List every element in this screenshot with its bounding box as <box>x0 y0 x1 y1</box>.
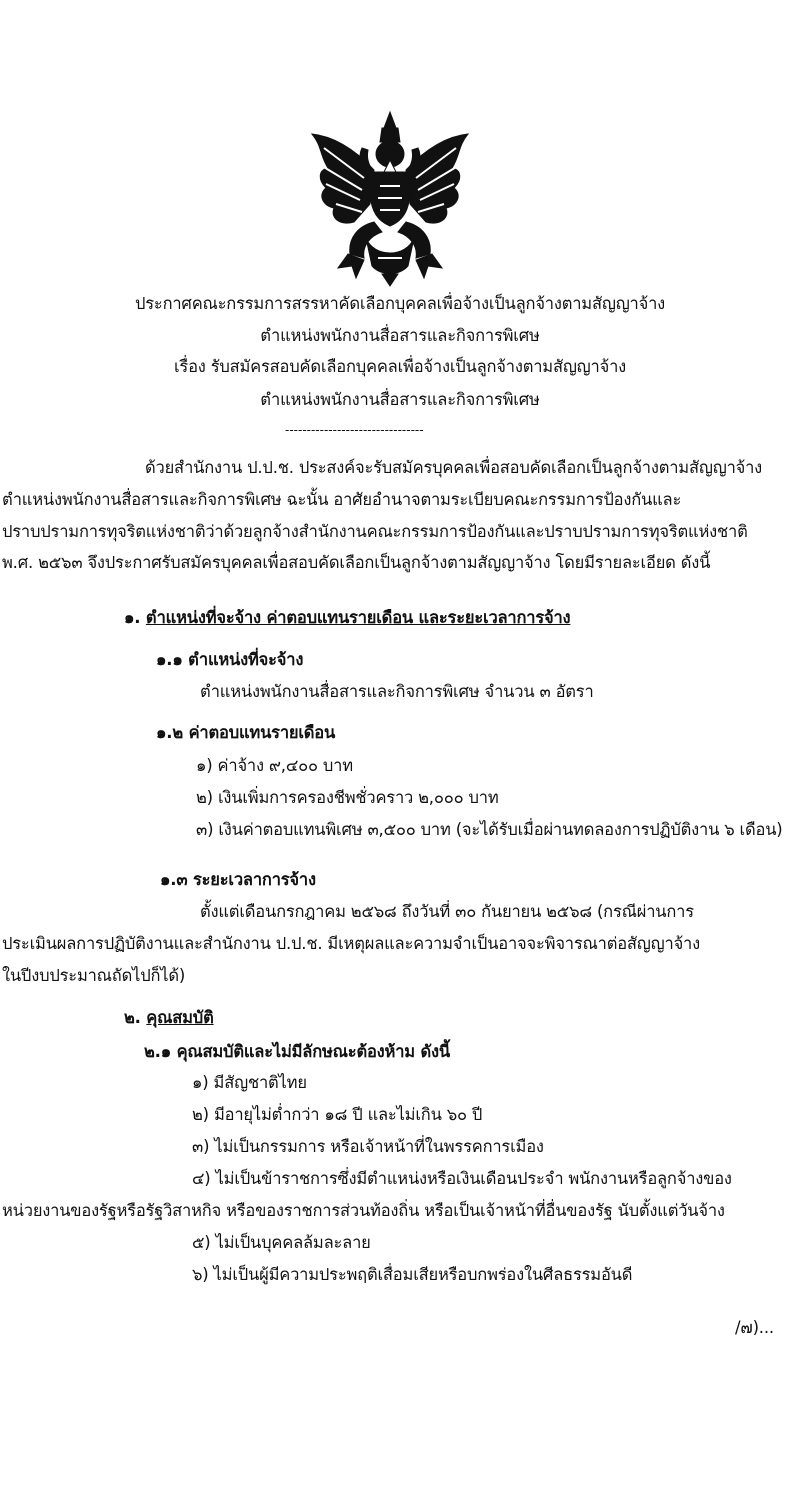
section-2-heading <box>124 1006 214 1030</box>
section-1-2-title: ๑.๒ ค่าตอบแทนรายเดือน <box>156 723 336 742</box>
section-1-title: ตำแหน่งที่จะจ้าง ค่าตอบแทนรายเดือน และระยะเวลาการจ้าง <box>145 608 571 627</box>
salary-item-3: ๓) เงินค่าตอบแทนพิเศษ ๓,๕๐๐ บาท (จะได้รับเมื่อผ่านทดลองการปฏิบัติงาน ๖ เดือน) <box>196 820 783 839</box>
title-separator: -------------------------------- <box>285 423 424 437</box>
salary-item-2: ๒) เงินเพิ่มการครองชีพชั่วคราว ๒,๐๐๐ บาท <box>196 788 499 807</box>
qualification-item-6: ๖) ไม่เป็นผู้มีความประพฤติเสื่อมเสียหรือบกพร่องในศีลธรรมอันดี <box>192 1265 633 1284</box>
qualification-item-1: ๑) มีสัญชาติไทย <box>192 1073 307 1092</box>
announcement-subject-line-2: ตำแหน่งพนักงานสื่อสารและกิจการพิเศษ <box>260 390 540 409</box>
announcement-title-line-1: ประกาศคณะกรรมการสรรหาคัดเลือกบุคคลเพื่อจ้างเป็นลูกจ้างตามสัญญาจ้าง <box>134 294 666 313</box>
intro-line-4: พ.ศ. ๒๕๖๓ จึงประกาศรับสมัครบุคคลเพื่อสอบคัดเลือกเป็นลูกจ้างตามสัญญาจ้าง โดยมีรายละเอียด ดังนี้ <box>2 553 711 572</box>
employment-period-line-2: ประเมินผลการปฏิบัติงานและสำนักงาน ป.ป.ช. มีเหตุผลและความจำเป็นอาจจะพิจารณาต่อสัญญาจ้าง <box>2 934 700 953</box>
announcement-subject-line-1: เรื่อง รับสมัครสอบคัดเลือกบุคคลเพื่อจ้างเป็นลูกจ้างตามสัญญาจ้าง <box>173 357 626 376</box>
section-1-heading <box>124 606 570 630</box>
employment-period-line-1: ตั้งแต่เดือนกรกฎาคม ๒๕๖๘ ถึงวันที่ ๓๐ กันยายน ๒๕๖๘ (กรณีผ่านการ <box>200 902 694 921</box>
intro-line-2: ตำแหน่งพนักงานสื่อสารและกิจการพิเศษ ฉะนั้น อาศัยอำนาจตามระเบียบคณะกรรมการป้องกันและ <box>2 490 682 509</box>
qualification-item-5: ๕) ไม่เป็นบุคคลล้มละลาย <box>192 1233 371 1252</box>
intro-line-1: ด้วยสำนักงาน ป.ป.ช. ประสงค์จะรับสมัครบุคคลเพื่อสอบคัดเลือกเป็นลูกจ้างตามสัญญาจ้าง <box>145 458 763 477</box>
qualification-item-4-line-2: หน่วยงานของรัฐหรือรัฐวิสาหกิจ หรือของราชการส่วนท้องถิ่น หรือเป็นเจ้าหน้าที่อื่นของรัฐ นับตั้งแต่วันจ้าง <box>2 1201 725 1220</box>
section-1-1-title: ๑.๑ ตำแหน่งที่จะจ้าง <box>156 650 304 669</box>
qualification-item-4-line-1: ๔) ไม่เป็นข้าราชการซึ่งมีตำแหน่งหรือเงินเดือนประจำ พนักงานหรือลูกจ้างของ <box>192 1169 732 1188</box>
section-1-1-body: ตำแหน่งพนักงานสื่อสารและกิจการพิเศษ จำนวน ๓ อัตรา <box>200 682 594 701</box>
qualification-item-3: ๓) ไม่เป็นกรรมการ หรือเจ้าหน้าที่ในพรรคการเมือง <box>192 1137 544 1156</box>
section-1-number: ๑. <box>124 608 141 627</box>
qualification-item-2: ๒) มีอายุไม่ต่ำกว่า ๑๘ ปี และไม่เกิน ๖๐ ปี <box>192 1105 483 1124</box>
section-2-number: ๒. <box>124 1008 141 1027</box>
intro-line-3: ปราบปรามการทุจริตแห่งชาติว่าด้วยลูกจ้างสำนักงานคณะกรรมการป้องกันและปราบปรามการทุจริตแห่งชาติ <box>2 522 748 541</box>
page-continue-marker: /๗)... <box>735 1318 774 1337</box>
salary-item-1: ๑) ค่าจ้าง ๙,๔๐๐ บาท <box>196 756 353 775</box>
section-1-3-title: ๑.๓ ระยะเวลาการจ้าง <box>160 870 316 889</box>
announcement-title-line-2: ตำแหน่งพนักงานสื่อสารและกิจการพิเศษ <box>260 326 540 345</box>
employment-period-line-3: ในปีงบประมาณถัดไปก็ได้) <box>2 966 186 985</box>
section-2-title: คุณสมบัติ <box>146 1008 214 1027</box>
section-2-1-title: ๒.๑ คุณสมบัติและไม่มีลักษณะต้องห้าม ดังนี้ <box>144 1042 450 1061</box>
garuda-emblem-icon <box>304 108 476 288</box>
